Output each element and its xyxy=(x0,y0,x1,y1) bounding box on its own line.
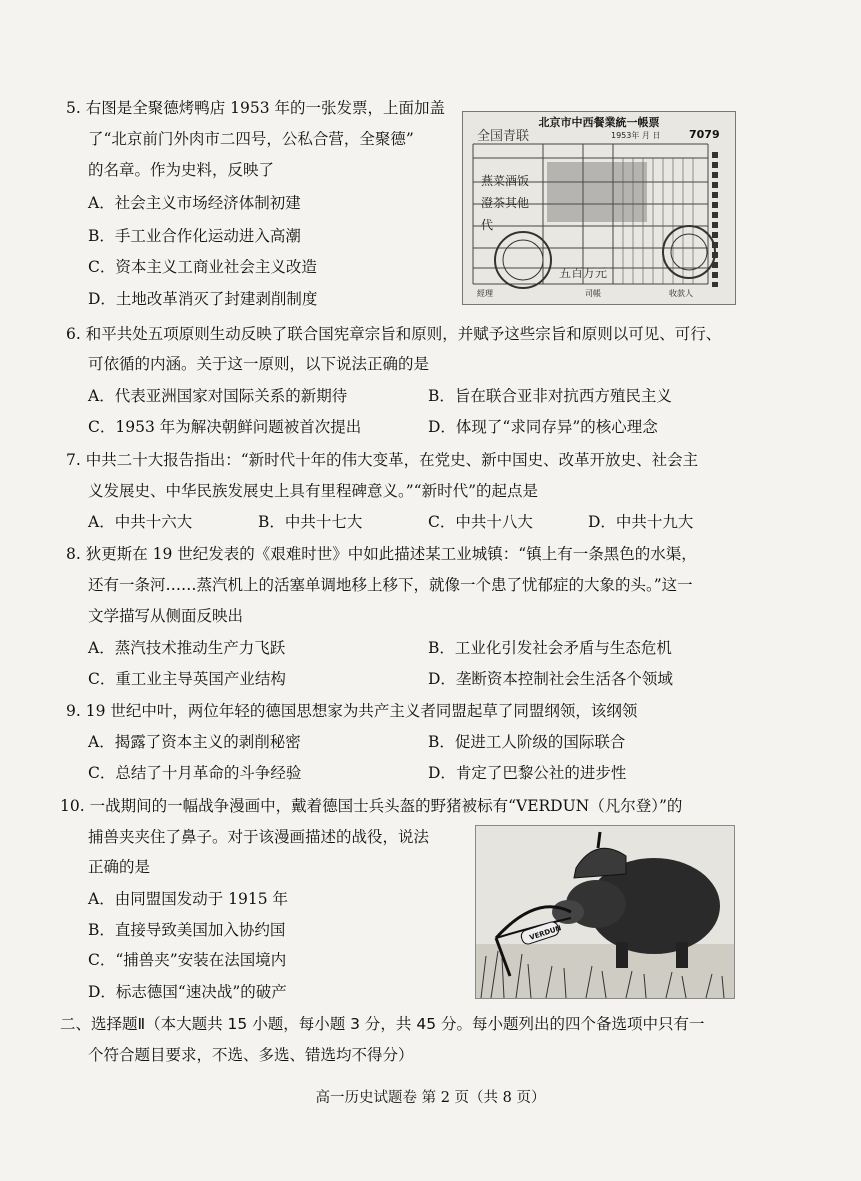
q9-option-d: D．肯定了巴黎公社的进步性 xyxy=(428,764,627,782)
section2-heading-line1: 二、选择题Ⅱ（本大题共 15 小题，每小题 3 分，共 45 分。每小题列出的四个备选项中只有一 xyxy=(60,1015,705,1033)
q7-option-b: B．中共十七大 xyxy=(258,513,363,531)
q7-stem-line2: 义发展史、中华民族发展史上具有里程碑意义。”“新时代”的起点是 xyxy=(88,482,539,500)
page-footer: 高一历史试题卷 第 2 页（共 8 页） xyxy=(315,1090,546,1106)
q8-option-b: B．工业化引发社会矛盾与生态危机 xyxy=(428,639,672,657)
receipt-row2: 澄茶其他 xyxy=(481,196,530,210)
q6-option-b: B．旨在联合亚非对抗西方殖民主义 xyxy=(428,387,672,405)
q5-option-a: A．社会主义市场经济体制初建 xyxy=(88,194,301,212)
q10-stem-line3: 正确的是 xyxy=(88,858,151,876)
q10-stem-line1: 10. 一战期间的一幅战争漫画中，戴着德国士兵头盔的野猪被标有“VERDUN（凡尔登）”的 xyxy=(60,797,683,815)
q7-option-d: D．中共十九大 xyxy=(588,513,694,531)
war-cartoon-image xyxy=(475,825,735,999)
q10-option-c: C．“捕兽夹”安装在法国境内 xyxy=(88,951,287,969)
receipt-date: 1953年 月 日 xyxy=(611,131,661,140)
receipt-foot3: 收款人 xyxy=(669,289,693,298)
receipt-number: 7079 xyxy=(689,128,720,141)
q5-stem-line1: 5. 右图是全聚德烤鸭店 1953 年的一张发票，上面加盖 xyxy=(66,99,446,117)
q5-option-b: B．手工业合作化运动进入高潮 xyxy=(88,227,301,245)
q7-stem-line1: 7. 中共二十大报告指出：“新时代十年的伟大变革，在党史、新中国史、改革开放史、社会主 xyxy=(66,451,699,469)
cartoon-trap-label: VERDUN xyxy=(528,924,563,942)
receipt-foot1: 經理 xyxy=(477,289,493,298)
q9-option-a: A．揭露了资本主义的剥削秘密 xyxy=(88,733,301,751)
q5-option-d: D．土地改革消灭了封建剥削制度 xyxy=(88,290,318,308)
q9-stem-line1: 9. 19 世纪中叶，两位年轻的德国思想家为共产主义者同盟起草了同盟纲领，该纲领 xyxy=(66,702,638,720)
receipt-image xyxy=(462,111,736,305)
q6-option-d: D．体现了“求同存异”的核心理念 xyxy=(428,418,658,436)
q8-stem-line1: 8. 狄更斯在 19 世纪发表的《艰难时世》中如此描述某工业城镇：“镇上有一条黑色的水渠， xyxy=(66,545,697,563)
q10-option-d: D．标志德国“速决战”的破产 xyxy=(88,983,287,1001)
q6-option-c: C．1953 年为解决朝鲜问题被首次提出 xyxy=(88,418,362,436)
receipt-foot2: 司帳 xyxy=(585,289,601,298)
boar-trap-illustration xyxy=(476,826,734,998)
q9-option-b: B．促进工人阶级的国际联合 xyxy=(428,733,626,751)
q8-option-c: C．重工业主导英国产业结构 xyxy=(88,670,286,688)
q10-stem-line2: 捕兽夹夹住了鼻子。对于该漫画描述的战役，说法 xyxy=(88,828,430,846)
q10-option-b: B．直接导致美国加入协约国 xyxy=(88,921,286,939)
q7-option-c: C．中共十八大 xyxy=(428,513,533,531)
section2-heading-line2: 个符合题目要求，不选、多选、错选均不得分） xyxy=(88,1046,414,1064)
receipt-row1: 燕菜酒饭 xyxy=(481,174,530,188)
receipt-handwriting: 全国青联 xyxy=(477,129,530,144)
q8-option-d: D．垄断资本控制社会生活各个领域 xyxy=(428,670,673,688)
q8-stem-line2: 还有一条河……蒸汽机上的活塞单调地移上移下，就像一个患了忧郁症的大象的头。”这一 xyxy=(88,576,693,594)
q6-stem-line1: 6. 和平共处五项原则生动反映了联合国宪章宗旨和原则，并赋予这些宗旨和原则以可见、可行、 xyxy=(66,325,722,343)
q6-stem-line2: 可依循的内涵。关于这一原则，以下说法正确的是 xyxy=(88,355,430,373)
q10-option-a: A．由同盟国发动于 1915 年 xyxy=(88,890,288,908)
q7-option-a: A．中共十六大 xyxy=(88,513,193,531)
q5-stem-line3: 的名章。作为史料，反映了 xyxy=(88,161,275,179)
q8-option-a: A．蒸汽技术推动生产力飞跃 xyxy=(88,639,286,657)
q5-option-c: C．资本主义工商业社会主义改造 xyxy=(88,258,317,276)
q9-option-c: C．总结了十月革命的斗争经验 xyxy=(88,764,302,782)
receipt-title: 北京市中西餐業統一帳票 xyxy=(538,116,660,129)
q5-stem-line2: 了“北京前门外肉市二四号，公私合营，全聚德” xyxy=(88,130,414,148)
q8-stem-line3: 文学描写从侧面反映出 xyxy=(88,607,244,625)
receipt-row3: 代 xyxy=(481,218,494,232)
q6-option-a: A．代表亚洲国家对国际关系的新期待 xyxy=(88,387,348,405)
receipt-handwriting2: 五百万元 xyxy=(559,266,608,280)
